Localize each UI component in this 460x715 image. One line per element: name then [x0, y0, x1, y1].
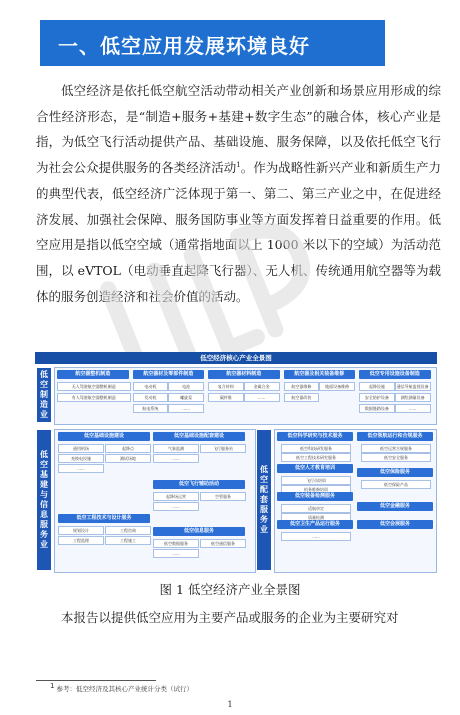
manufacturing-item: 测绘测量设备	[395, 393, 431, 402]
next-paragraph: 本报告以提供低空应用为主要产品或服务的企业为主要研究对	[61, 610, 399, 625]
page-number: 1	[227, 700, 233, 709]
infrastructure-label: 低空基建与信息服务业	[37, 430, 51, 570]
manufacturing-item: 地面设备维修	[319, 382, 355, 391]
footnote-text: 参考：低空经济及其核心产业统计分类（试行）	[56, 685, 194, 693]
footnote-divider	[36, 680, 156, 681]
infrastructure-item: ......	[153, 502, 199, 511]
manufacturing-header: 航空器材及零部件制造	[133, 370, 205, 379]
manufacturing-header: 航空器整机制造	[57, 370, 129, 379]
manufacturing-item: ......	[244, 393, 280, 402]
footnote-ref[interactable]: 1	[236, 160, 241, 169]
manufacturing-item: 无人驾驶航空器整机制造	[57, 382, 131, 391]
infrastructure-item: ......	[58, 464, 104, 473]
infrastructure-item: 低空通信服务	[200, 539, 246, 548]
services-header: 低空装备检测服务	[277, 492, 353, 501]
services-header: 低空人才教育培训	[277, 464, 353, 473]
manufacturing-item: 电动机	[133, 382, 169, 391]
infrastructure-item: 起降点	[105, 444, 151, 453]
services-item: 低空科技研发服务	[281, 444, 351, 453]
manufacturing-item: 航电系统	[133, 404, 169, 413]
industry-panorama-figure	[35, 352, 437, 573]
manufacturing-header: 航空器及相关装备维修	[284, 370, 356, 379]
services-item: ......	[281, 532, 351, 541]
figure-caption: 图 1 低空经济产业全景图	[159, 582, 301, 597]
infrastructure-item: 低空数据服务	[153, 539, 199, 548]
services-header: 低空领航运行和合规服务	[357, 432, 433, 441]
footnote-number: 1	[50, 681, 55, 690]
infrastructure-item: 充换电设施	[58, 454, 104, 463]
services-item: 低空工程技术研究服务	[281, 453, 351, 462]
paragraph-part2: 。作为战略性新兴产业和新质生产力的典型代表，低空经济广泛体现于第一、第二、第三产业之中，在促进经济发展、加强社会保障、服务国防事业等方面发挥着日益重要的作用。低空应用是指以低空空域（通常指地面以上 1000 米以下的空域）为活动范围，以 eVTOL（电动垂直起降飞行器）、无人机、传统通用航空器等为载体的服务创造经济和社会价值的活动。	[36, 160, 441, 304]
manufacturing-item: 螺旋桨	[168, 393, 204, 402]
infrastructure-item: 空管服务	[200, 492, 246, 501]
services-item: 低空安全服务	[361, 453, 431, 462]
manufacturing-item: 数据链路设备	[359, 404, 395, 413]
manufacturing-item: 金属合金	[244, 382, 280, 391]
section-title: 一、低空应用发展环境良好	[58, 34, 310, 58]
infrastructure-item: 工程监理	[58, 536, 104, 545]
services-header: 低空科学研究与技术服务	[277, 432, 353, 441]
services-header: 低空卫生产品运行服务	[277, 520, 353, 529]
manufacturing-header: 低空专用设施设备制造	[359, 370, 431, 379]
services-header: 低空会展服务	[357, 520, 433, 529]
infrastructure-item: 测试场地	[105, 454, 151, 463]
infrastructure-header: 低空基础设施配套建设	[153, 432, 245, 441]
footnote	[50, 681, 194, 693]
manufacturing-item: ......	[168, 404, 204, 413]
manufacturing-item: 电池	[168, 382, 204, 391]
manufacturing-header: 航空器材料制造	[208, 370, 280, 379]
manufacturing-item: 起降设施	[359, 382, 395, 391]
manufacturing-label: 低空制造业	[37, 368, 51, 422]
services-item: 机务维修培训	[281, 485, 351, 494]
infrastructure-item: 工程施工	[105, 536, 151, 545]
manufacturing-item: 航空器改装	[284, 393, 320, 402]
body-paragraph	[36, 78, 441, 309]
services-header: 低空保险服务	[357, 468, 433, 477]
infrastructure-item: 起降场运营	[153, 492, 199, 501]
infrastructure-item: ......	[153, 454, 199, 463]
infrastructure-item: ......	[153, 549, 199, 558]
services-item: 飞行员培训	[281, 476, 351, 485]
infrastructure-header: 低空飞行辅助活动	[153, 480, 245, 489]
manufacturing-item: ......	[395, 404, 431, 413]
services-item: 质量检测	[281, 513, 351, 522]
infrastructure-item: 通用机场	[58, 444, 104, 453]
manufacturing-item: 有人驾驶航空器整机制造	[57, 393, 131, 402]
services-item: 低空保险产品	[361, 480, 431, 489]
infrastructure-header: 低空工程技术与设计服务	[58, 514, 150, 523]
services-header: 低空金融服务	[357, 502, 433, 511]
manufacturing-item: 通信导航监视设备	[396, 384, 429, 389]
manufacturing-item: 复合材料	[208, 382, 244, 391]
services-item: 低空运营合规服务	[361, 444, 431, 453]
services-label: 低空配套服务业	[257, 430, 271, 570]
manufacturing-item: 发动机	[133, 393, 169, 402]
infrastructure-item: 工程咨询	[105, 526, 151, 535]
infrastructure-item: 规划设计	[58, 526, 104, 535]
manufacturing-item: 碳纤维	[208, 393, 244, 402]
infrastructure-item: 气象监测	[153, 444, 199, 453]
infrastructure-item: 飞行服务站	[200, 444, 246, 453]
infrastructure-header: 低空基础设施建设	[58, 432, 150, 441]
paragraph-part1: 低空经济是依托低空航空活动带动相关产业创新和场景应用形成的综合性经济形态，是“制造+服务+基建+数字生态”的融合体，核心产业是指，为低空飞行活动提供产品、基础设施、服务保障，以及依托低空飞行为社会公众提供服务的各类经济活动	[36, 83, 441, 176]
services-item: 适航审定	[281, 504, 351, 513]
manufacturing-item: 航空器维修	[284, 382, 320, 391]
infrastructure-header: 低空信息服务	[153, 527, 245, 536]
manufacturing-item: 安全防护设备	[359, 393, 395, 402]
figure-title: 低空经济核心产业全景图	[35, 352, 437, 364]
